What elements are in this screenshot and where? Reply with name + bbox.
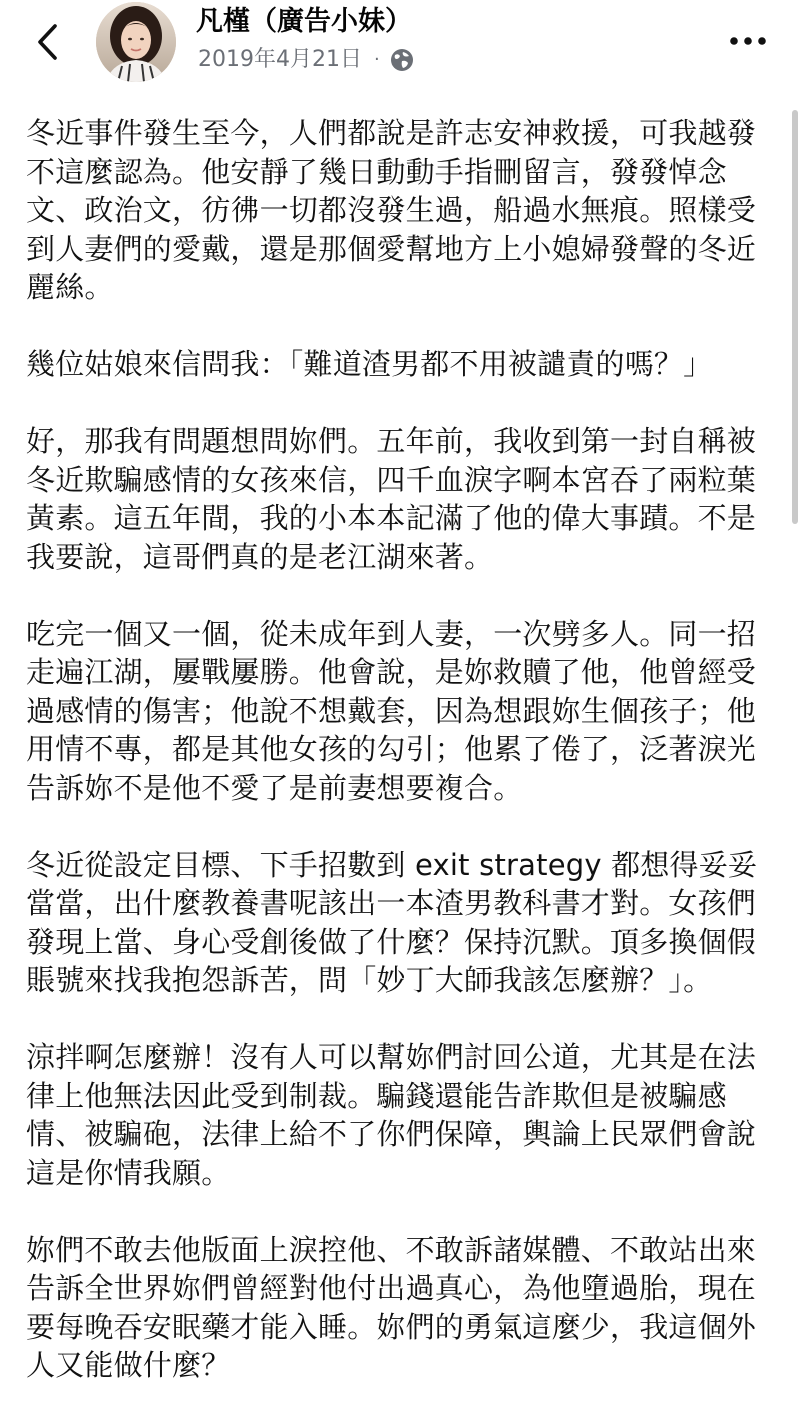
- post-paragraph: 妳們不敢去他版面上淚控他、不敢訴諸媒體、不敢站出來告訴全世界妳們曾經對他付出過真心，為他墮過胎，現在要每晚吞安眠藥才能入睡。妳們的勇氣這麼少，我這個外人又能做什麼？: [26, 1232, 757, 1382]
- scrollbar-thumb[interactable]: [792, 110, 798, 524]
- chevron-left-icon: [22, 16, 74, 68]
- avatar-photo: [96, 2, 176, 82]
- post-header: [0, 0, 800, 92]
- meta-separator: ·: [373, 49, 380, 70]
- post-paragraph: 好，那我有問題想問妳們。五年前，我收到第一封自稱被冬近欺騙感情的女孩來信，四千血淚字啊本宮吞了兩粒葉黃素。這五年間，我的小本本記滿了他的偉大事蹟。不是我要說，這哥們真的是老江湖來著。: [26, 424, 757, 574]
- more-options-button[interactable]: [720, 26, 776, 56]
- post-meta: [198, 44, 414, 76]
- post-paragraph: 吃完一個又一個，從未成年到人妻，一次劈多人。同一招走遍江湖，屢戰屢勝。他會說，是妳救贖了他，他曾經受過感情的傷害；他說不想戴套，因為想跟妳生個孩子；他用情不專，都是其他女孩的勾引；他累了倦了，泛著淚光告訴妳不是他不愛了是前妻想要複合。: [26, 616, 757, 805]
- author-avatar[interactable]: [96, 2, 176, 82]
- back-button[interactable]: [22, 16, 74, 68]
- post-paragraph: 冬近從設定目標、下手招數到 exit strategy 都想得妥妥當當，出什麼教養書呢該出一本渣男教科書才對。女孩們發現上當、身心受創後做了什麼？保持沉默。頂多換個假賬號來找我抱怨訴苦，問「妙丁大師我該怎麼辦？」。: [26, 847, 758, 997]
- post-date[interactable]: 2019年4月21日: [198, 47, 362, 72]
- post-paragraph: 幾位姑娘來信問我：「難道渣男都不用被譴責的嗎？」: [26, 347, 713, 381]
- post-text: [26, 114, 776, 1385]
- post-paragraph: 涼拌啊怎麼辦！沒有人可以幫妳們討回公道，尤其是在法律上他無法因此受到制裁。騙錢還能告詐欺但是被騙感情、被騙砲，法律上給不了你們保障，輿論上民眾們會說這是你情我願。: [26, 1040, 757, 1190]
- globe-icon[interactable]: [390, 48, 414, 72]
- more-horizontal-icon: [720, 26, 776, 56]
- post-paragraph: 冬近事件發生至今，人們都說是許志安神救援，可我越發不這麼認為。他安靜了幾日動動手指刪留言，發發悼念文、政治文，彷彿一切都沒發生過，船過水無痕。照樣受到人妻們的愛戴，還是那個愛幫地方上小媳婦發聲的冬近麗絲。: [26, 116, 757, 304]
- author-name[interactable]: 凡槿（廣告小妹）: [196, 6, 412, 37]
